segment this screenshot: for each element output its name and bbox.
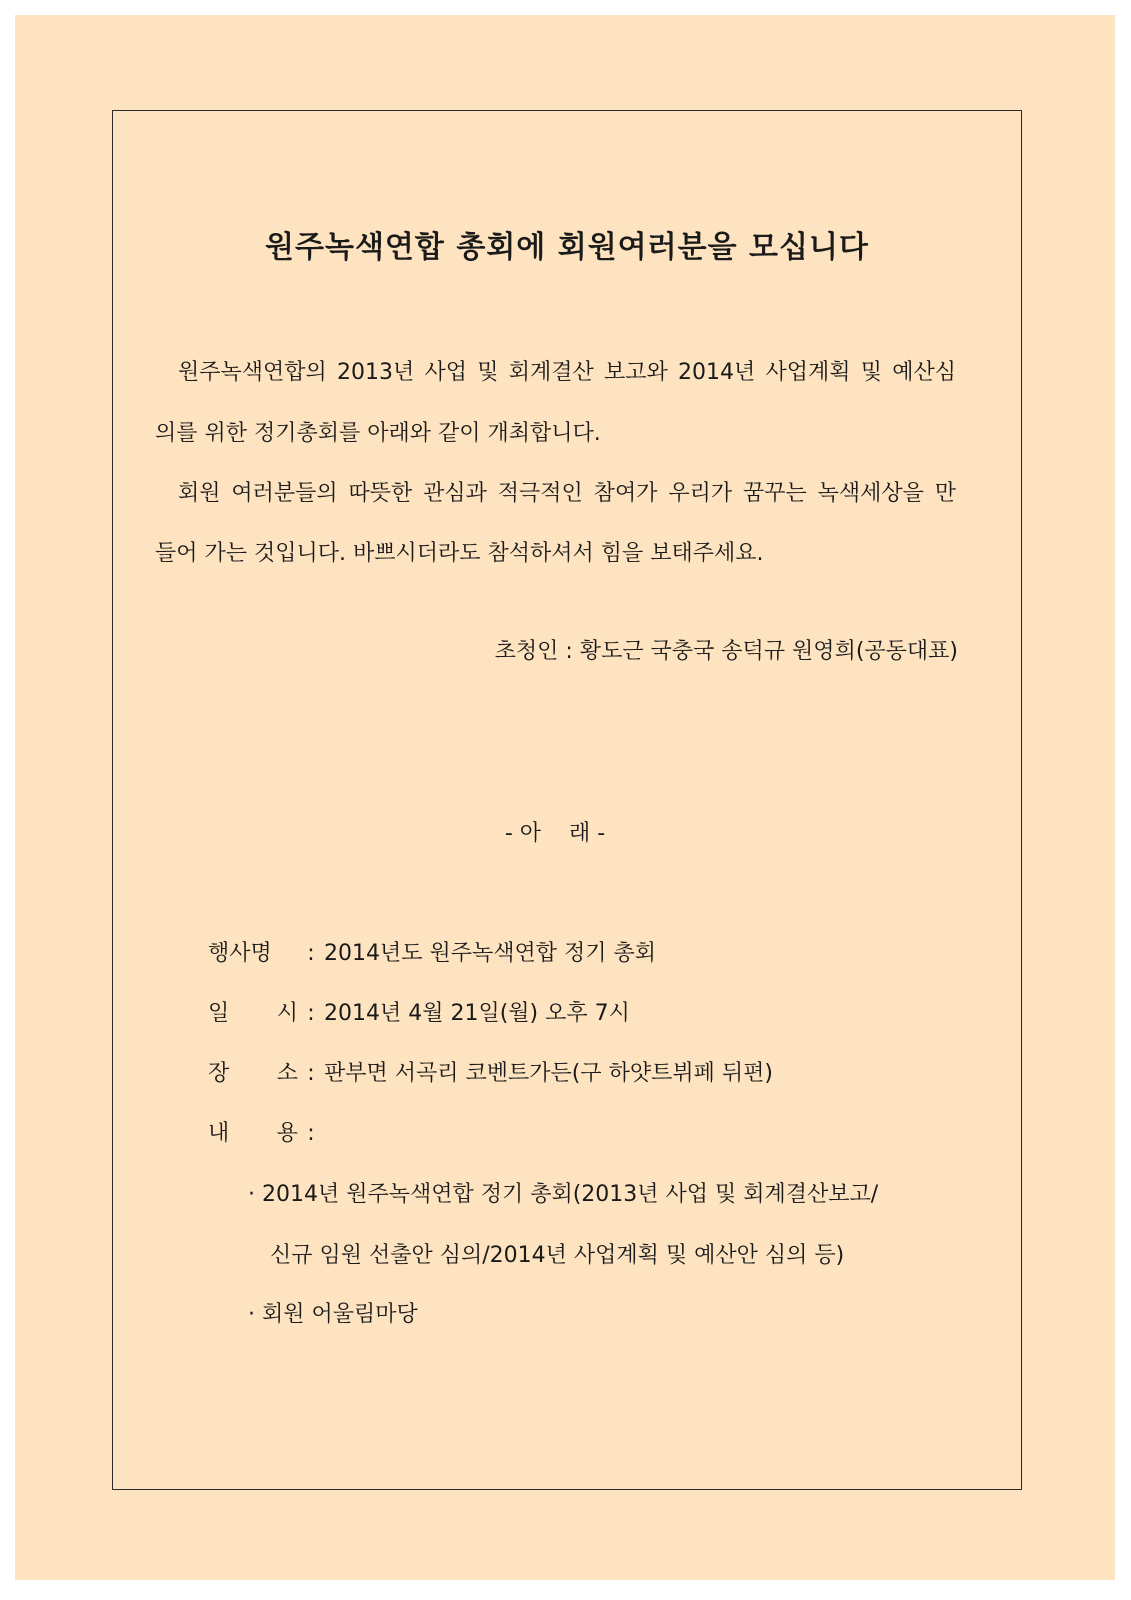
content-label: 내 용	[208, 1121, 298, 1146]
place-label: 장 소	[208, 1061, 298, 1086]
document-title: 원주녹색연합 총회에 회원여러분을 모십니다	[265, 230, 869, 265]
event-label: 행사명	[208, 941, 272, 966]
colon: :	[307, 1001, 315, 1026]
inviter-line: 초청인 : 황도근 국충국 송덕규 원영희(공동대표)	[494, 639, 958, 664]
detail-event	[208, 943, 656, 965]
detail-place	[208, 1063, 773, 1085]
intro-line-4: 들어 가는 것입니다. 바쁘시더라도 참석하셔서 힘을 보태주세요.	[155, 541, 764, 566]
colon: :	[307, 941, 315, 966]
intro-line-3: 회원 여러분들의 따뜻한 관심과 적극적인 참여가 우리가 꿈꾸는 녹색세상을 만	[178, 481, 956, 506]
below-heading: - 아 래 -	[504, 821, 606, 846]
content-item-1-line-2: 신규 임원 선출안 심의/2014년 사업계획 및 예산안 심의 등)	[270, 1243, 845, 1268]
date-label: 일 시	[208, 1001, 298, 1026]
date-value: 2014년 4월 21일(월) 오후 7시	[324, 1001, 630, 1026]
content-item-2: · 회원 어울림마당	[248, 1302, 418, 1327]
document-border-frame	[112, 110, 1022, 1490]
colon: :	[307, 1061, 315, 1086]
detail-date	[208, 1003, 630, 1025]
intro-line-2: 의를 위한 정기총회를 아래와 같이 개최합니다.	[155, 421, 601, 446]
event-value: 2014년도 원주녹색연합 정기 총회	[324, 941, 656, 966]
colon: :	[307, 1121, 315, 1146]
detail-content	[208, 1123, 324, 1145]
place-value: 판부면 서곡리 코벤트가든(구 하얏트뷔페 뒤편)	[324, 1061, 773, 1086]
intro-line-1: 원주녹색연합의 2013년 사업 및 회계결산 보고와 2014년 사업계획 및 예산심	[178, 360, 956, 385]
content-item-1-line-1: · 2014년 원주녹색연합 정기 총회(2013년 사업 및 회계결산보고/	[248, 1182, 879, 1207]
